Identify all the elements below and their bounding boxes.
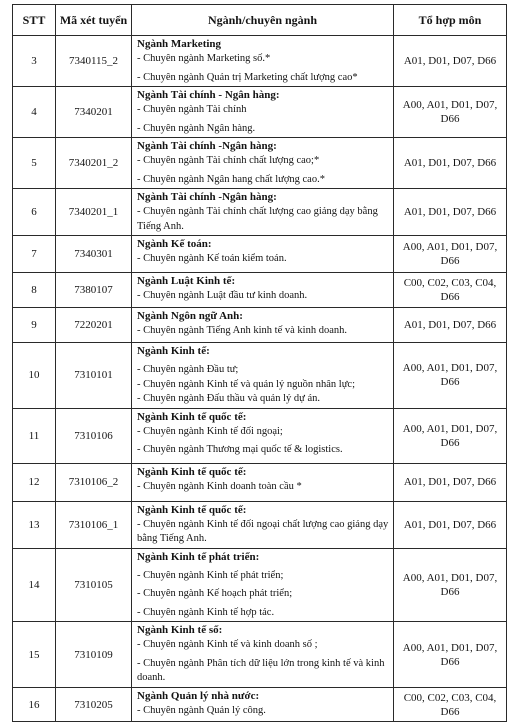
row-major — [132, 501, 394, 548]
major-title: Ngành Tài chính - Ngân hàng: — [137, 89, 280, 101]
row-major — [132, 138, 394, 189]
major-title: Ngành Quản lý nhà nước: — [137, 690, 260, 702]
row-code: 7310106_1 — [56, 501, 132, 548]
header-major: Ngành/chuyên ngành — [132, 5, 394, 36]
row-code: 7310101 — [56, 343, 132, 409]
row-combo — [394, 343, 507, 409]
row-code: 7310106_2 — [56, 463, 132, 501]
row-stt: 6 — [13, 189, 56, 236]
specialization: - Chuyên ngành Phân tích dữ liệu lớn trong kinh tế và kinh doanh. — [137, 657, 385, 683]
combo-text: A01, D01, D07, D66 — [403, 157, 497, 169]
row-major — [132, 408, 394, 463]
header-code: Mã xét tuyển — [56, 5, 132, 36]
table-row — [13, 36, 507, 87]
combo-text: A01, D01, D07, D66 — [403, 55, 497, 67]
row-major — [132, 548, 394, 622]
specialization: - Chuyên ngành Luật đầu tư kinh doanh. — [137, 290, 308, 301]
specialization: - Chuyên ngành Đầu tư; — [137, 364, 239, 375]
major-title: Ngành Kinh tế quốc tế: — [137, 503, 247, 516]
row-code: 7310105 — [56, 548, 132, 622]
row-stt: 14 — [13, 548, 56, 622]
row-stt: 13 — [13, 501, 56, 548]
table-row — [13, 273, 507, 308]
row-stt: 4 — [13, 87, 56, 138]
table-row — [13, 408, 507, 463]
specialization: - Chuyên ngành Tài chính — [137, 104, 247, 115]
table-row — [13, 343, 507, 409]
row-major — [132, 273, 394, 308]
specialization: - Chuyên ngành Kinh tế đối ngoại chất lượng cao giảng dạy bằng Tiếng Anh. — [137, 518, 389, 544]
row-code: 7340115_2 — [56, 36, 132, 87]
major-title: Ngành Kinh tế: — [137, 345, 210, 357]
table-row — [13, 236, 507, 273]
combo-text: A00, A01, D01, D07, D66 — [402, 571, 498, 598]
combo-text: A01, D01, D07, D66 — [403, 518, 497, 531]
row-stt: 11 — [13, 408, 56, 463]
row-combo — [394, 688, 507, 722]
combo-text: A01, D01, D07, D66 — [403, 206, 497, 218]
combo-text: A00, A01, D01, D07, D66 — [402, 241, 498, 267]
row-major — [132, 36, 394, 87]
specialization: - Chuyên ngành Kế toán kiểm toán. — [137, 253, 287, 264]
row-code: 7340201 — [56, 87, 132, 138]
specialization: - Chuyên ngành Đấu thầu và quản lý dự án. — [137, 393, 320, 404]
combo-text: A00, A01, D01, D07, D66 — [402, 99, 498, 125]
row-code: 7220201 — [56, 308, 132, 343]
row-stt: 3 — [13, 36, 56, 87]
row-major — [132, 308, 394, 343]
row-combo — [394, 273, 507, 308]
row-code: 7340301 — [56, 236, 132, 273]
specialization: - Chuyên ngành Tiếng Anh kinh tế và kinh doanh. — [137, 325, 347, 336]
major-title: Ngành Kinh tế số: — [137, 624, 223, 636]
combo-text: A01, D01, D07, D66 — [403, 319, 497, 331]
table-row — [13, 189, 507, 236]
row-major — [132, 236, 394, 273]
specialization: - Chuyên ngành Ngân hang chất lượng cao.* — [137, 173, 325, 185]
row-stt: 16 — [13, 688, 56, 722]
major-title: Ngành Kế toán: — [137, 238, 212, 250]
specialization: - Chuyên ngành Quản trị Marketing chất lượng cao* — [137, 71, 358, 83]
major-title: Ngành Marketing — [137, 38, 222, 50]
row-code: 7310205 — [56, 688, 132, 722]
specialization: - Chuyên ngành Kinh tế và quản lý nguồn nhân lực; — [137, 378, 355, 390]
table-row — [13, 87, 507, 138]
row-major — [132, 688, 394, 722]
row-code: 7340201_1 — [56, 189, 132, 236]
specialization: - Chuyên ngành Kinh doanh toàn cầu * — [137, 480, 302, 492]
row-stt: 8 — [13, 273, 56, 308]
row-code: 7380107 — [56, 273, 132, 308]
major-title: Ngành Kinh tế quốc tế: — [137, 410, 247, 423]
specialization: - Chuyên ngành Thương mại quốc tế & logistics. — [137, 444, 343, 455]
table-row — [13, 548, 507, 622]
row-combo — [394, 548, 507, 622]
row-stt: 12 — [13, 463, 56, 501]
table-row — [13, 138, 507, 189]
combo-text: A00, A01, D01, D07, D66 — [402, 362, 498, 389]
specialization: - Chuyên ngành Kinh tế phát triển; — [137, 569, 284, 581]
major-title: Ngành Luật Kinh tế: — [137, 275, 236, 287]
specialization: - Chuyên ngành Kế hoạch phát triển; — [137, 588, 293, 599]
row-combo — [394, 622, 507, 688]
row-combo — [394, 308, 507, 343]
combo-text: A01, D01, D07, D66 — [403, 476, 497, 488]
major-title: Ngành Tài chính -Ngân hàng: — [137, 140, 277, 152]
combo-text: C00, C02, C03, C04, D66 — [403, 277, 497, 303]
combo-text: A00, A01, D01, D07, D66 — [402, 641, 498, 668]
major-title: Ngành Kinh tế quốc tế: — [137, 465, 247, 478]
row-stt: 15 — [13, 622, 56, 688]
row-combo — [394, 189, 507, 236]
row-combo — [394, 501, 507, 548]
row-major — [132, 463, 394, 501]
table-row — [13, 501, 507, 548]
row-code: 7340201_2 — [56, 138, 132, 189]
major-title: Ngành Kinh tế phát triển: — [137, 550, 260, 563]
specialization: - Chuyên ngành Quản lý công. — [137, 705, 266, 716]
combo-text: A00, A01, D01, D07, D66 — [402, 422, 498, 449]
table-row — [13, 308, 507, 343]
admission-table — [12, 4, 507, 722]
major-title: Ngành Ngôn ngữ Anh: — [137, 310, 243, 322]
row-combo — [394, 236, 507, 273]
specialization: - Chuyên ngành Ngân hàng. — [137, 122, 256, 134]
header-combo: Tổ hợp môn — [394, 5, 507, 36]
specialization: - Chuyên ngành Tài chính chất lượng cao;* — [137, 155, 320, 166]
row-major — [132, 87, 394, 138]
specialization: - Chuyên ngành Kinh tế và kinh doanh số ; — [137, 639, 318, 650]
specialization: - Chuyên ngành Tài chính chất lượng cao giảng dạy bằng Tiếng Anh. — [137, 206, 378, 232]
row-combo — [394, 408, 507, 463]
combo-text: C00, C02, C03, C04, D66 — [403, 691, 497, 718]
row-major — [132, 189, 394, 236]
table-header-row — [13, 5, 507, 36]
row-code: 7310109 — [56, 622, 132, 688]
row-code: 7310106 — [56, 408, 132, 463]
row-stt: 9 — [13, 308, 56, 343]
table-row — [13, 622, 507, 688]
row-combo — [394, 36, 507, 87]
header-stt: STT — [13, 5, 56, 36]
row-combo — [394, 463, 507, 501]
specialization: - Chuyên ngành Kinh tế đối ngoại; — [137, 425, 283, 437]
row-major — [132, 622, 394, 688]
row-combo — [394, 138, 507, 189]
specialization: - Chuyên ngành Kinh tế hợp tác. — [137, 606, 275, 618]
row-stt: 10 — [13, 343, 56, 409]
specialization: - Chuyên ngành Marketing số.* — [137, 53, 271, 64]
table-row — [13, 688, 507, 722]
table-row — [13, 463, 507, 501]
major-title: Ngành Tài chính -Ngân hàng: — [137, 191, 277, 203]
row-major — [132, 343, 394, 409]
row-stt: 5 — [13, 138, 56, 189]
row-combo — [394, 87, 507, 138]
row-stt: 7 — [13, 236, 56, 273]
